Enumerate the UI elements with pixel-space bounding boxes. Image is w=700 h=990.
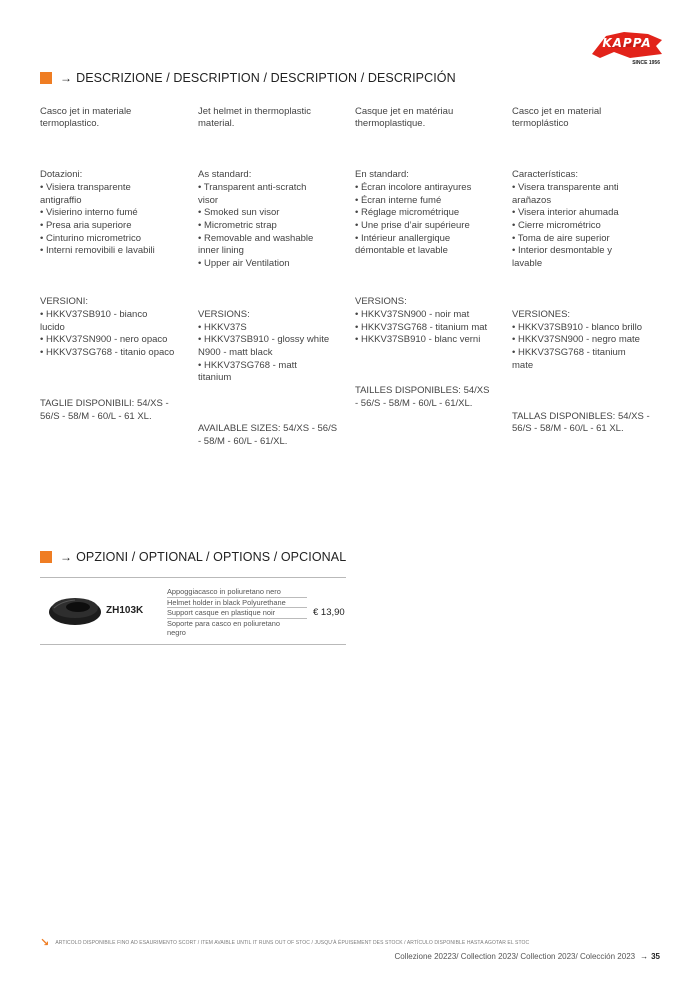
sizes-text: TAILLES DISPONIBLES: 54/XS - 56/S - 58/M - 60/L - 61/XL.	[355, 385, 490, 409]
sizes-text: TAGLIE DISPONIBILI: 54/XS - 56/S - 58/M - 60/L - 61 XL.	[40, 397, 169, 422]
option-code: ZH103K	[106, 605, 144, 616]
option-desc-it: Appoggiacasco in poliuretano nero	[167, 587, 307, 598]
features-text: Dotazioni: • Visiera transparente antigraffio • Visierino interno fumé • Presa aria superiore • Cinturino micrometrico • Interni removibili e lavabili	[40, 169, 155, 257]
optional-heading-text: OPZIONI / OPTIONAL / OPTIONS / OPCIONAL	[76, 550, 347, 564]
orange-square-icon	[40, 551, 52, 563]
helmet-holder-image	[48, 593, 102, 629]
logo-wordmark: KAPPA	[602, 36, 652, 50]
arrow-right-icon: →	[60, 71, 73, 85]
versions-text: VERSIONS: • HKKV37SN900 - noir mat • HKKV37SG768 - titanium mat • HKKV37SB910 - blanc verni	[355, 296, 488, 346]
arrow-down-right-icon: ↘	[40, 937, 50, 949]
intro-text: Casco jet en material termoplástico	[512, 105, 602, 130]
sizes-text: AVAILABLE SIZES: 54/XS - 56/S - 58/M - 60/L - 61/XL.	[198, 423, 338, 447]
option-desc-en: Helmet holder in black Polyurethane	[167, 598, 307, 609]
arrow-right-icon: →	[60, 550, 73, 564]
description-column-en	[198, 93, 350, 461]
versions-text: VERSIONS: • HKKV37S • HKKV37SB910 - glossy white N900 - matt black • HKKV37SG768 - matt titanium	[198, 308, 330, 384]
helmet-holder-icon	[48, 593, 102, 629]
table-rule-bottom	[40, 644, 346, 645]
kappa-logo	[590, 30, 664, 72]
stock-footnote	[40, 936, 529, 949]
description-column-it	[40, 93, 190, 436]
footnote-text: ARTICOLO DISPONIBILE FINO AD ESAURIMENTO SCORT / ITEM AVAIBLE UNTIL IT RUNS OUT OF STOC / JUSQU’À ÉPUISEMENT DES STOCK / ARTÍCULO DISPONIBLE HASTA AGOTAR EL STOC	[55, 939, 530, 946]
orange-square-icon	[40, 72, 52, 84]
table-rule-top	[40, 577, 346, 578]
option-price: € 13,90	[313, 607, 345, 618]
page-number: 35	[651, 952, 660, 961]
features-text: As standard: • Transparent anti-scratch visor • Smoked sun visor • Micrometric strap • Removable and washable inner lining • Upper air Ventilation	[198, 169, 314, 270]
intro-text: Jet helmet in thermoplastic material.	[198, 105, 311, 130]
features-text: Características: • Visera transparente anti arañazos • Visera interior ahumada • Cierre micrométrico • Toma de aire superior • Interior desmontable y lavable	[512, 169, 619, 270]
logo-since: SINCE 1956	[632, 60, 660, 66]
versions-text: VERSIONI: • HKKV37SB910 - bianco lucido • HKKV37SN900 - nero opaco • HKKV37SG768 - titanio opaco	[40, 296, 175, 359]
collection-text: Collezione 20223/ Collection 2023/ Collection 2023/ Colección 2023	[394, 952, 636, 961]
optional-heading	[40, 549, 346, 565]
features-text: En standard: • Écran incolore antirayures • Écran interne fumé • Réglage micrométrique • Une prise d’air supérieure • Intérieur anallergique démontable et lavable	[355, 169, 472, 257]
option-desc-es: Soporte para casco en poliuretano	[167, 618, 280, 628]
option-description	[167, 587, 307, 638]
arrow-right-icon: →	[640, 952, 649, 961]
description-column-fr	[355, 93, 507, 423]
intro-text: Casco jet in materiale termoplastico.	[40, 105, 132, 130]
description-heading	[40, 70, 456, 86]
option-desc-es-cont: negro	[167, 628, 186, 638]
page-footer	[394, 952, 660, 961]
intro-text: Casque jet en matériau thermoplastique.	[355, 105, 454, 130]
description-heading-text: DESCRIZIONE / DESCRIPTION / DESCRIPTION / DESCRIPCIÓN	[76, 71, 456, 85]
option-desc-fr: Support casque en plastique noir	[167, 608, 307, 619]
versions-text: VERSIONES: • HKKV37SB910 - blanco brillo • HKKV37SN900 - negro mate • HKKV37SG768 - titanium mate	[512, 308, 643, 371]
description-column-es	[512, 93, 662, 449]
sizes-text: TALLAS DISPONIBLES: 54/XS - 56/S - 58/M - 60/L - 61 XL.	[512, 410, 650, 435]
